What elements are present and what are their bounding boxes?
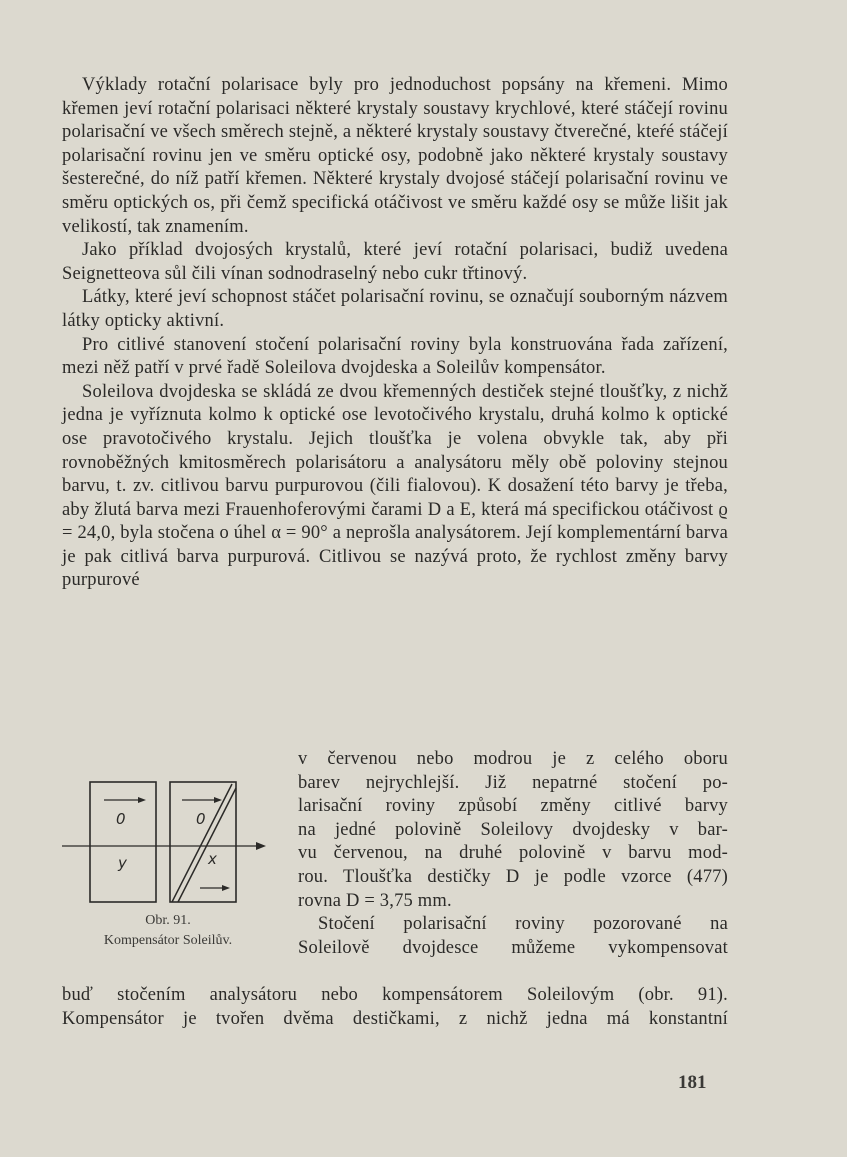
label-o-left: 0 bbox=[116, 810, 126, 828]
text-line: Stočení polarisační roviny pozorované na bbox=[318, 914, 728, 935]
figure-caption-number: Obr. 91. bbox=[145, 913, 191, 928]
body-text-top bbox=[62, 74, 728, 593]
text-line: Kompensátor je tvořen dvěma destičkami, z nichž jedna má konstantní bbox=[62, 1008, 728, 1029]
text-line: v červenou nebo modrou je z celého oboru bbox=[298, 749, 728, 769]
figure-caption-title: Kompensátor Soleilův. bbox=[103, 933, 233, 948]
wedge-line bbox=[178, 788, 236, 902]
axis-arrow-icon bbox=[256, 842, 266, 850]
body-text-wrapped bbox=[298, 748, 728, 960]
compensator-diagram bbox=[60, 770, 278, 920]
paragraph: Pro citlivé stanovení stočení polarisační roviny byla konstruována řada zařízení, mezi něž patří v prvé řadě Soleilova dvojdeska a Soleilův kompensátor. bbox=[62, 334, 728, 379]
label-o-right: 0 bbox=[196, 810, 206, 828]
arrow-right-icon bbox=[222, 885, 230, 891]
text-line: rou. Tloušťka destičky D je podle vzorce (477) bbox=[298, 866, 728, 887]
text-line: Soleilově dvojdesce můžeme vykompensovat bbox=[298, 937, 728, 958]
paragraph: Jako příklad dvojosých krystalů, které jeví rotační polarisaci, budiž uvedena Seignetteova sůl čili vínan sodnodraselný nebo cukr třtinový. bbox=[62, 240, 728, 284]
label-x: x bbox=[208, 850, 217, 868]
label-y: y bbox=[118, 854, 127, 872]
arrow-right-icon bbox=[138, 797, 146, 803]
text-line: larisační roviny způsobí změny citlivé barvy bbox=[298, 796, 728, 817]
paragraph: Výklady rotační polarisace byly pro jednoduchost popsány na křemeni. Mimo křemen jeví rotační polarisaci některé krystaly soustavy krychlové, které stáčejí rovinu polarisační ve všech směrech stejně, a některé krystaly soustavy čtverečné, kteŕé stáčejí polarisační rovinu jen ve směru optické osy, podobně jako některé krystaly soustavy šesterečné, do níž patří křemen. Některé krystaly dvojosé stáčejí polarisační rovinu ve směru optických os, při čemž specifická otáčivost ve směru každé osy se může lišit jak velikostí, tak znamením. bbox=[62, 75, 728, 237]
text-line: na jedné polovině Soleilovy dvojdesky v bar- bbox=[298, 819, 728, 840]
arrow-right-icon bbox=[214, 797, 222, 803]
text-line: rovna D = 3,75 mm. bbox=[298, 890, 452, 911]
text-line: vu červenou, na druhé polovině v barvu mod- bbox=[298, 843, 728, 864]
paragraph: Látky, které jeví schopnost stáčet polarisační rovinu, se označují souborným názvem látky opticky aktivní. bbox=[62, 287, 728, 331]
body-text-bottom bbox=[62, 984, 728, 1031]
wedge-line bbox=[172, 784, 232, 902]
text-line: barev nejrychlejší. Již nepatrné stočení po- bbox=[298, 772, 728, 793]
text-line: buď stočením analysátoru nebo kompensátorem Soleilovým (obr. 91). bbox=[62, 985, 728, 1005]
page-number: 181 bbox=[678, 1072, 707, 1093]
paragraph: Soleilova dvojdeska se skládá ze dvou křemenných destiček stejné tloušťky, z nichž jedna je vyříznuta kolmo k optické ose levotočivého krystalu, druhá kolmo k optické ose pravotočivého krystalu. Jejich tloušťka je volena obvykle tak, aby při rovnoběžných kmitosměrech polarisátoru a analysátoru měly obě poloviny stejnou barvu, t. zv. citlivou barvu purpurovou (čili fialovou). K dosažení této barvy je třeba, aby žlutá barva mezi Frauenhoferovými čarami D a E, která má specifickou otáčivost ϱ = 24,0, byla stočena o úhel α = 90° a neprošla analysátorem. Její komplementární barva je pak citlivá barva purpurová. Citlivou se nazývá proto, že rychlost změny barvy purpurové bbox=[62, 381, 728, 591]
